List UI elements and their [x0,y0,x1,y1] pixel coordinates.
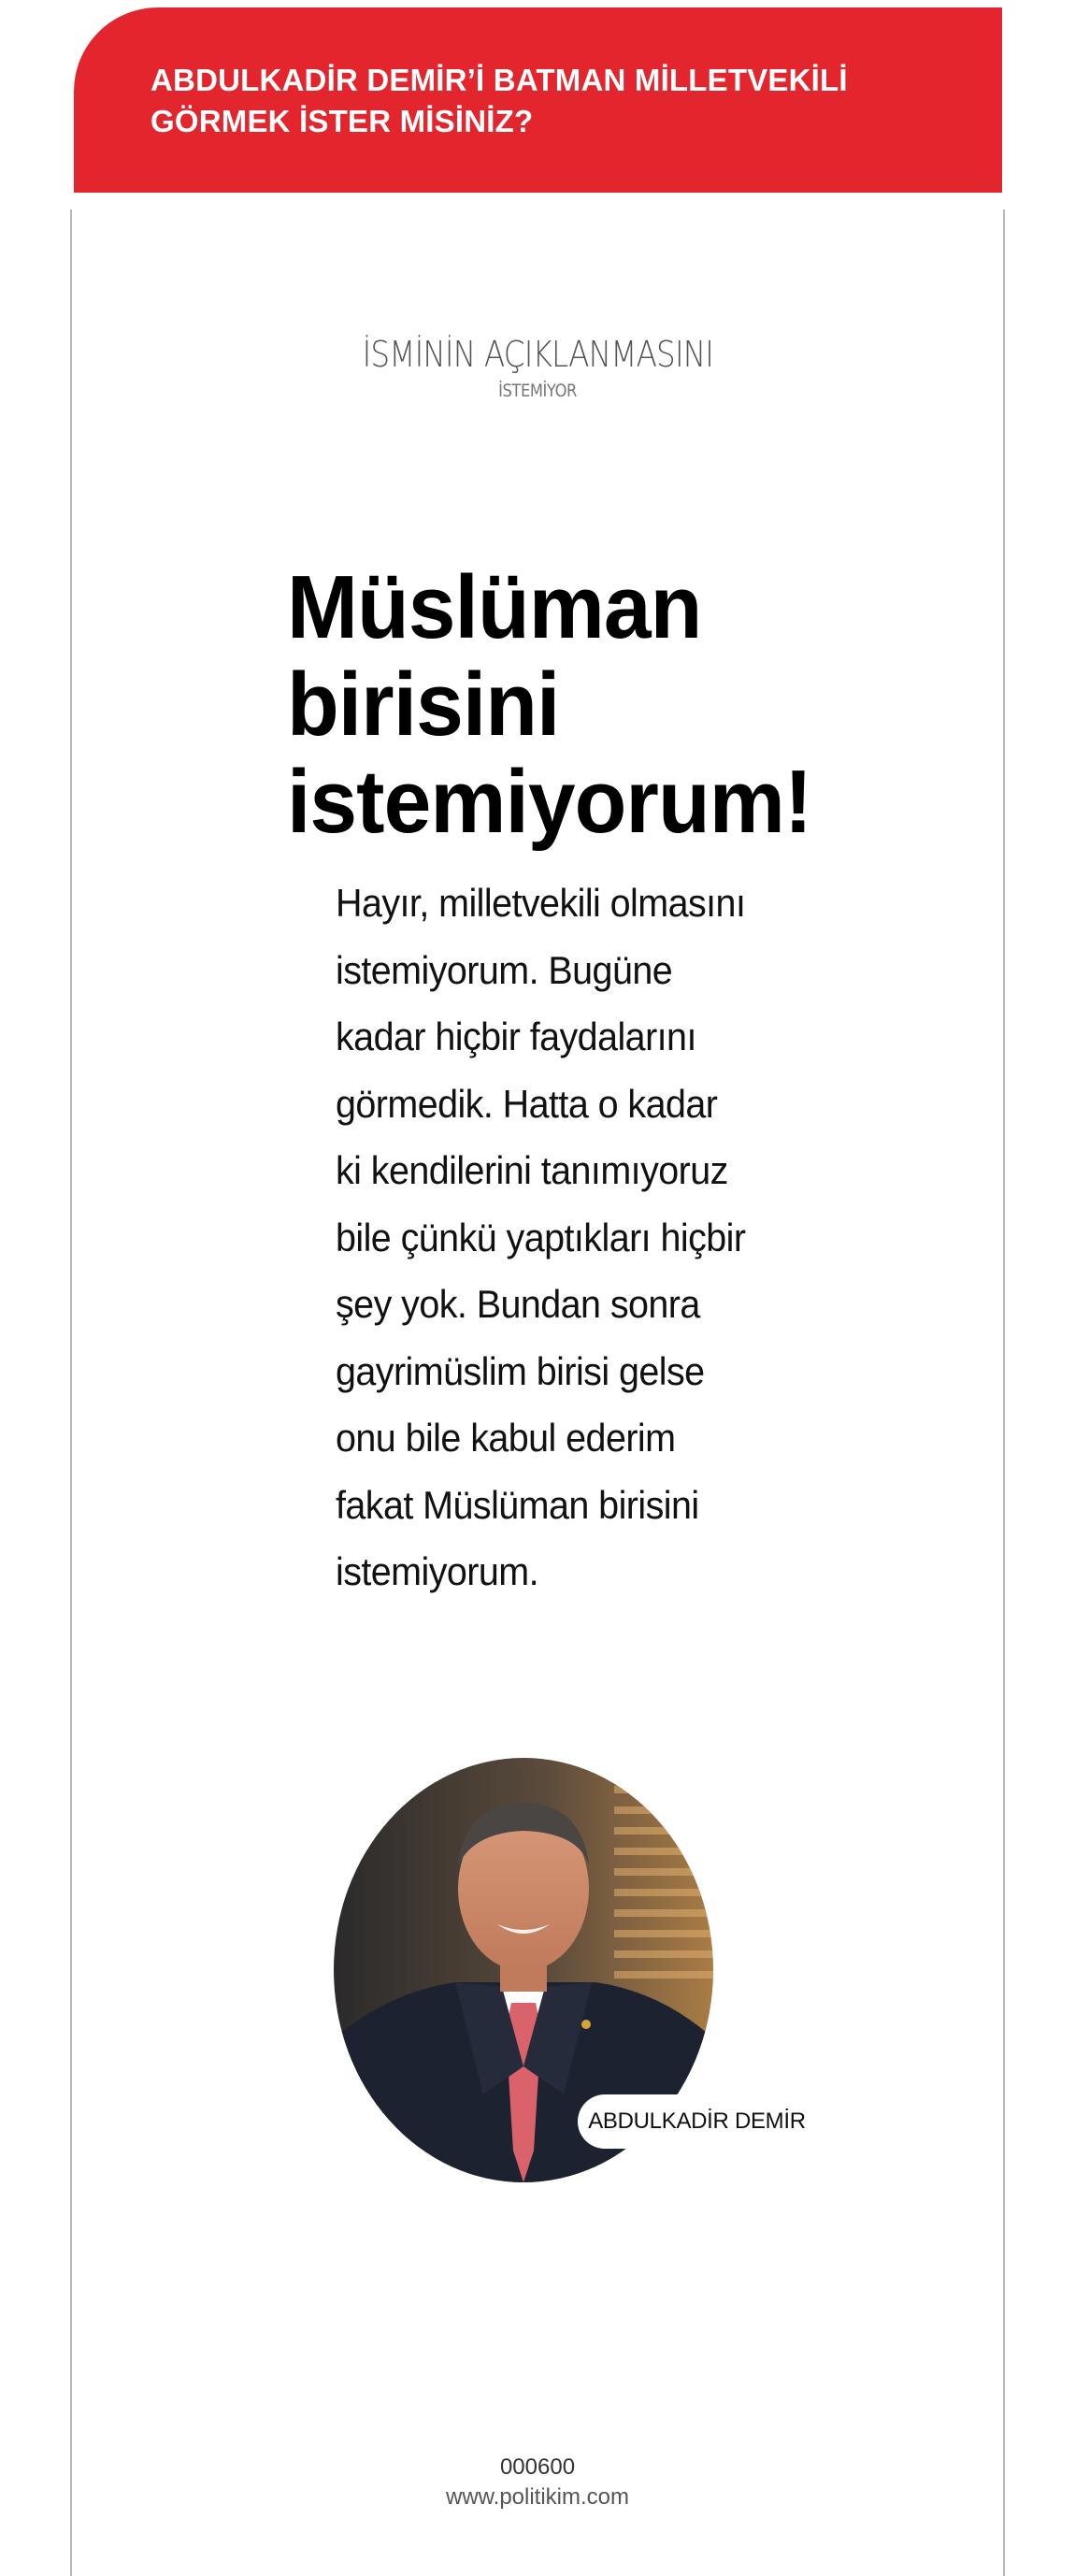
headline: Müslüman birisini istemiyorum! [287,557,812,852]
footer-code: 000600 [499,2454,576,2480]
source-title: İSMİNİN AÇIKLANMASINI [362,334,713,375]
quote-text: Hayır, milletvekili olmasını istemiyorum. Bugüne kadar hiçbir faydalarını görmedik. Hatta o kadar ki kendilerini tanımıyoruz bile çünkü yaptıkları hiçbir şey yok. Bundan sonra gayrimüslim birisi gelse onu bile kabul ederim fakat Müslüman birisini istemiyorum. [336,881,746,1593]
banner-title: ABDULKADİR DEMİR’İ BATMAN MİLLETVEKİLİ GÖRMEK İSTER MİSİNİZ? [150,63,848,138]
header-banner [74,7,1002,193]
portrait-name-label: ABDULKADİR DEMİR [578,2094,816,2149]
source-block [0,334,1075,401]
source-subtitle: İSTEMİYOR [498,381,577,401]
footer-url[interactable]: www.politikim.com [445,2484,630,2510]
footer [0,2453,1075,2512]
